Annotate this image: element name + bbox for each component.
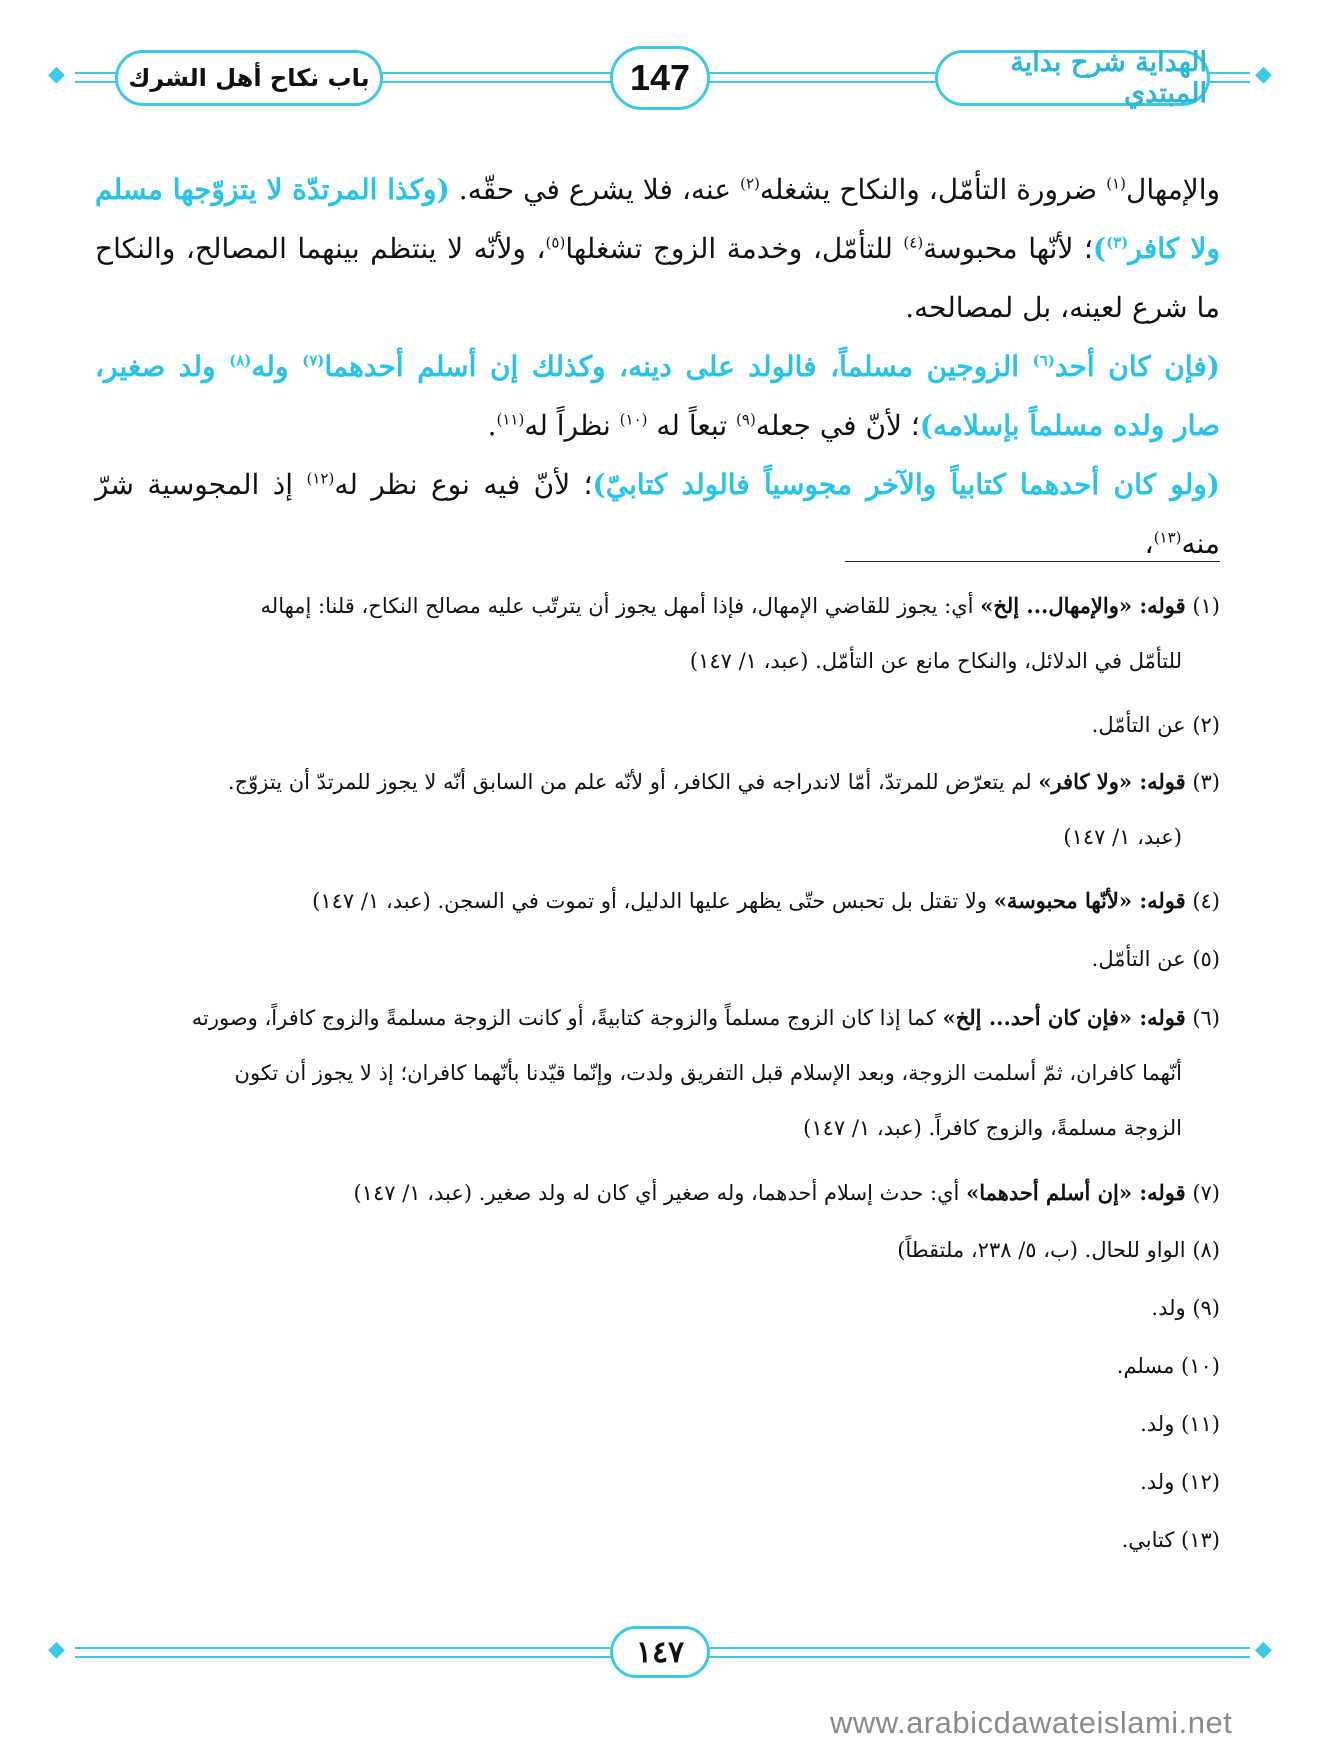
footnote-quote: قوله: «فإن كان أحد... إلخ» bbox=[942, 1005, 1186, 1030]
footnote-mark-7: (٧) bbox=[302, 351, 325, 370]
footnote-mark-2: (٢) bbox=[740, 174, 760, 193]
footnote-8 bbox=[95, 1223, 1220, 1278]
text-run: ضرورة التأمّل، والنكاح يشغله bbox=[759, 173, 1107, 206]
footnote-11 bbox=[95, 1397, 1220, 1452]
footnote-quote: قوله: «ولا كافر» bbox=[1038, 769, 1186, 794]
footnote-2 bbox=[95, 698, 1220, 753]
footnote-number: (٤) bbox=[1192, 889, 1220, 913]
footer-ornament-left-icon: ◆ bbox=[48, 1637, 65, 1662]
footnote-mark-4: (٤) bbox=[903, 233, 924, 252]
text-run: نظراً له bbox=[524, 409, 620, 442]
footnote-9 bbox=[95, 1281, 1220, 1336]
footnote-number: (٢) bbox=[1192, 713, 1220, 737]
footnote-3 bbox=[95, 754, 1220, 865]
footnote-7 bbox=[95, 1165, 1220, 1221]
text-run: ، ولأنّه لا ينتظم بينهما المصالح، والنكاح ما شرع لعينه، بل لمصالحه. bbox=[95, 232, 1220, 324]
matn-text: ولد صغير، صار ولده مسلماً بإسلامه) bbox=[95, 350, 1220, 442]
footnote-6 bbox=[95, 990, 1220, 1156]
text-run: ؛ لأنّها محبوسة bbox=[923, 232, 1093, 265]
matn-text: (وكذا المرتدّة لا يتزوّجها مسلم ولا كافر bbox=[95, 173, 1220, 265]
footnote-number: (٣) bbox=[1192, 770, 1220, 794]
page-number-badge bbox=[610, 46, 710, 110]
footnote-text: كتابي. bbox=[1121, 1528, 1182, 1552]
footnote-text: ولا تقتل بل تحبس حتّى يظهر عليها الدليل، أو تموت في السجن. (عبد، ١/ ١٤٧) bbox=[312, 889, 994, 913]
chapter-title bbox=[115, 50, 383, 106]
footnote-number: (٦) bbox=[1192, 1006, 1220, 1030]
footnote-text: ولد. bbox=[1151, 1296, 1193, 1320]
text-run: ؛ لأنّ في جعله bbox=[755, 409, 920, 442]
footnote-1 bbox=[95, 578, 1220, 689]
footnote-5 bbox=[95, 932, 1220, 987]
header-ornament-right-icon: ◆ bbox=[1255, 62, 1272, 87]
footnote-number: (١١) bbox=[1181, 1412, 1220, 1436]
footnote-text: (عبد، ١/ ١٤٧) bbox=[1063, 825, 1182, 849]
text-run: ، bbox=[1144, 527, 1154, 560]
header-ornament-left-icon: ◆ bbox=[48, 62, 65, 87]
text-run: للتأمّل، وخدمة الزوج تشغلها bbox=[565, 232, 904, 265]
footnote-mark-8: (٨) bbox=[229, 351, 252, 370]
text-run: إذ المجوسية شرّ منه bbox=[95, 468, 1220, 560]
footnote-quote: قوله: «لأنّها محبوسة» bbox=[993, 888, 1186, 913]
chapter-title-text: باب نكاح أهل الشرك bbox=[128, 64, 370, 92]
footnote-mark-11: (١١) bbox=[496, 410, 525, 429]
text-run: تبعاً له bbox=[647, 409, 737, 442]
footnote-quote: قوله: «إن أسلم أحدهما» bbox=[966, 1180, 1186, 1205]
footnote-mark-13: (١٣) bbox=[1153, 528, 1182, 547]
footnote-text: الواو للحال. (ب، ٥/ ٢٣٨، ملتقطاً) bbox=[897, 1238, 1193, 1262]
footnote-text: عن التأمّل. bbox=[1091, 713, 1193, 737]
footnote-mark-3: (٣) bbox=[1106, 233, 1129, 252]
footnote-number: (٧) bbox=[1192, 1181, 1220, 1205]
footnote-mark-6: (٦) bbox=[1032, 351, 1055, 370]
footnote-text: أي: حدث إسلام أحدهما، وله صغير أي كان له ولد صغير. (عبد، ١/ ١٤٧) bbox=[353, 1181, 967, 1205]
footnote-number: (٥) bbox=[1192, 947, 1220, 971]
footnote-quote: قوله: «والإمهال... إلخ» bbox=[980, 593, 1186, 618]
main-text-p2 bbox=[95, 337, 1220, 455]
footnote-number: (٩) bbox=[1192, 1296, 1220, 1320]
footnote-text: ولد. bbox=[1140, 1412, 1182, 1436]
text-run: عنه، فلا يشرع في حقّه. bbox=[449, 173, 741, 206]
footnote-text: مسلم. bbox=[1116, 1354, 1182, 1378]
matn-text: ) bbox=[1092, 232, 1107, 265]
website-url: www.arabicdawateislami.net bbox=[830, 1705, 1233, 1740]
footnote-text: كما إذا كان الزوج مسلماً والزوجة كتابيةً، أو كانت الزوجة مسلمةً والزوج كافراً، وصورته bbox=[191, 1006, 943, 1030]
footnote-number: (١٣) bbox=[1181, 1528, 1220, 1552]
matn-text: وله bbox=[251, 350, 303, 383]
text-run: ؛ لأنّ فيه نوع نظر له bbox=[334, 468, 593, 501]
main-text-p1 bbox=[95, 160, 1220, 337]
footer-page-number bbox=[610, 1626, 710, 1678]
footnote-text: أي: يجوز للقاضي الإمهال، فإذا أمهل يجوز أن يترتّب عليه مصالح النكاح، قلنا: إمهاله bbox=[260, 594, 981, 618]
footnote-12 bbox=[95, 1455, 1220, 1510]
book-title bbox=[935, 47, 1210, 109]
footnote-text: لم يتعرّض للمرتدّ، أمّا لاندراجه في الكافر، أو لأنّه علم من السابق أنّه لا يجوز للمرتدّ أن يتزوّج. bbox=[227, 770, 1039, 794]
footnote-number: (١) bbox=[1192, 594, 1220, 618]
footnote-mark-10: (١٠) bbox=[619, 410, 648, 429]
footnote-text: الزوجة مسلمةً، والزوج كافراً. (عبد، ١/ ١٤٧) bbox=[803, 1116, 1182, 1140]
text-run: . bbox=[487, 409, 497, 442]
page-number-text: 147 bbox=[629, 57, 691, 98]
footnote-number: (٨) bbox=[1192, 1238, 1220, 1262]
footnote-separator bbox=[845, 561, 1220, 562]
footer-page-number-text: ١٤٧ bbox=[635, 1634, 685, 1670]
footer-ornament-right-icon: ◆ bbox=[1255, 1637, 1272, 1662]
footnote-number: (١٢) bbox=[1181, 1470, 1220, 1494]
footnote-text: ولد. bbox=[1140, 1470, 1182, 1494]
footnote-text: للتأمّل في الدلائل، والنكاح مانع عن التأمّل. (عبد، ١/ ١٤٧) bbox=[689, 649, 1182, 673]
footnote-4 bbox=[95, 873, 1220, 929]
matn-text: الزوجين مسلماً، فالولد على دينه، وكذلك إن أسلم أحدهما bbox=[324, 350, 1033, 383]
matn-text: (فإن كان أحد bbox=[1054, 350, 1220, 383]
footnote-13 bbox=[95, 1513, 1220, 1568]
footnote-text: عن التأمّل. bbox=[1091, 947, 1193, 971]
text-run: والإمهال bbox=[1125, 173, 1221, 206]
footnote-mark-5: (٥) bbox=[545, 233, 566, 252]
matn-text: (ولو كان أحدهما كتابياً والآخر مجوسياً فالولد كتابيّ) bbox=[592, 468, 1220, 501]
footnote-number: (١٠) bbox=[1181, 1354, 1220, 1378]
footnote-10 bbox=[95, 1339, 1220, 1394]
footnote-text: أنّهما كافران، ثمّ أسلمت الزوجة، وبعد الإسلام قبل التفريق ولدت، وإنّما قيّدنا بأنّهما كافران؛ إذ لا يجوز أن تكون bbox=[234, 1061, 1182, 1085]
main-text-p3 bbox=[95, 455, 1220, 573]
footnote-mark-1: (١) bbox=[1106, 174, 1126, 193]
footnote-mark-12: (١٢) bbox=[306, 469, 335, 488]
footnote-mark-9: (٩) bbox=[736, 410, 756, 429]
book-title-text: الهداية شرح بداية المبتدي bbox=[1010, 47, 1207, 109]
